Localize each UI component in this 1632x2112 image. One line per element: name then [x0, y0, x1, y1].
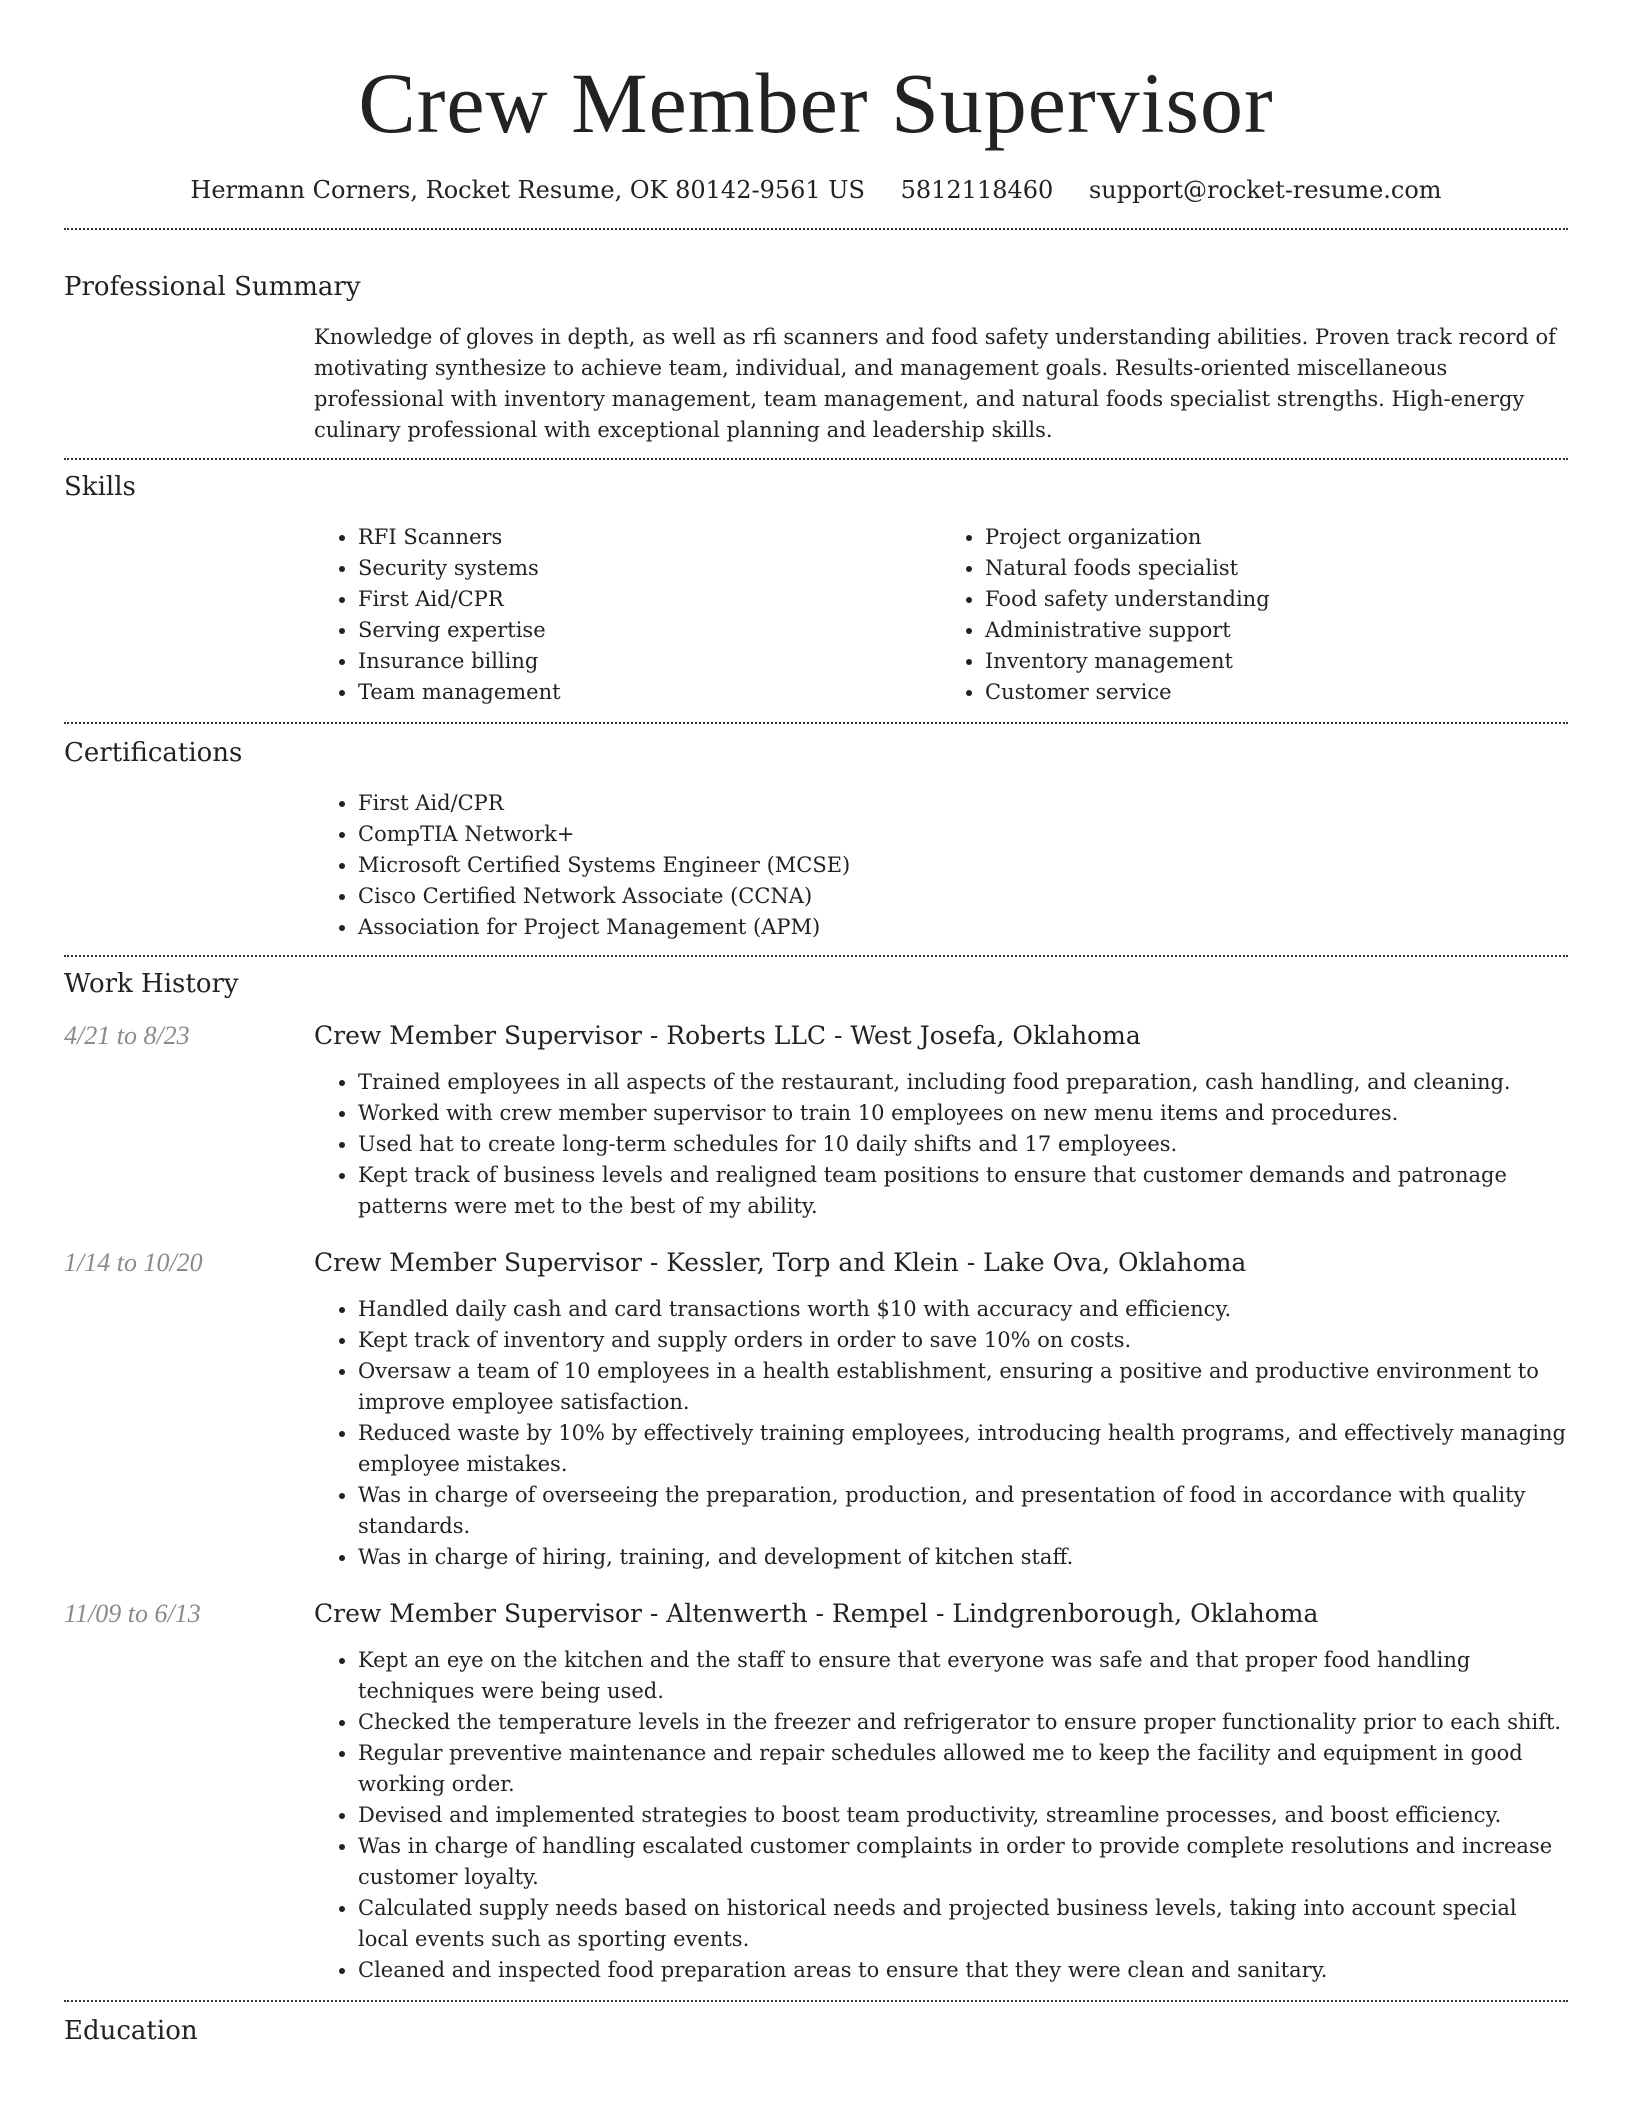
job-bullet: • Cleaned and inspected food preparation areas to ensure that they were clean and sanitary.	[358, 1955, 1568, 1986]
job-bullet: • Kept track of inventory and supply orders in order to save 10% on costs.	[358, 1325, 1568, 1356]
job-bullet: • Was in charge of handling escalated customer complaints in order to provide complete resolutions and increase customer loyalty.	[358, 1831, 1568, 1893]
skill-item: • RFI Scanners	[358, 522, 941, 553]
job-title: Crew Member Supervisor - Altenwerth - Rempel - Lindgrenborough, Oklahoma	[314, 1599, 1319, 1628]
job-header	[0, 1019, 1632, 1053]
certification-item: • CompTIA Network+	[358, 819, 1568, 850]
skill-item: • Natural foods specialist	[985, 553, 1568, 584]
section-divider	[64, 722, 1568, 724]
job-bullet: • Handled daily cash and card transactions worth $10 with accuracy and efficiency.	[358, 1294, 1568, 1325]
job-title: Crew Member Supervisor - Roberts LLC - West Josefa, Oklahoma	[314, 1021, 1141, 1050]
job-bullet: • Was in charge of hiring, training, and development of kitchen staff.	[358, 1542, 1568, 1573]
job-responsibilities	[314, 1645, 1568, 1986]
section-divider	[64, 2000, 1568, 2002]
job-bullet: • Devised and implemented strategies to boost team productivity, streamline processes, and boost efficiency.	[358, 1800, 1568, 1831]
section-title-certifications: Certifications	[64, 738, 243, 768]
job-bullet: • Worked with crew member supervisor to train 10 employees on new menu items and procedures.	[358, 1098, 1568, 1129]
section-title-education: Education	[64, 2016, 198, 2046]
skills-column-left	[314, 522, 941, 708]
skill-item: • Customer service	[985, 677, 1568, 708]
skills-column-right	[941, 522, 1568, 708]
certification-item: • Microsoft Certified Systems Engineer (MCSE)	[358, 850, 1568, 881]
skill-item: • First Aid/CPR	[358, 584, 941, 615]
job-bullet: • Checked the temperature levels in the freezer and refrigerator to ensure proper functionality prior to each shift.	[358, 1707, 1568, 1738]
section-divider	[64, 228, 1568, 230]
certification-item: • Association for Project Management (APM)	[358, 912, 1568, 943]
contact-phone: 5812118460	[900, 176, 1054, 204]
job-entry	[0, 1019, 1632, 1222]
skill-item: • Project organization	[985, 522, 1568, 553]
job-responsibilities	[314, 1067, 1568, 1222]
skill-item: • Serving expertise	[358, 615, 941, 646]
job-entry	[0, 1246, 1632, 1573]
skill-item: • Team management	[358, 677, 941, 708]
job-bullet: • Was in charge of overseeing the preparation, production, and presentation of food in accordance with quality standards.	[358, 1480, 1568, 1542]
candidate-name: Crew Member Supervisor	[358, 55, 1274, 151]
job-header	[0, 1246, 1632, 1280]
job-bullet: • Regular preventive maintenance and repair schedules allowed me to keep the facility and equipment in good working order.	[358, 1738, 1568, 1800]
skill-item: • Food safety understanding	[985, 584, 1568, 615]
job-bullet: • Trained employees in all aspects of the restaurant, including food preparation, cash handling, and cleaning.	[358, 1067, 1568, 1098]
section-title-skills: Skills	[64, 472, 136, 502]
job-bullet-list	[314, 1067, 1568, 1222]
summary-text: Knowledge of gloves in depth, as well as rfi scanners and food safety understanding abilities. Proven track record of motivating synthesize to achieve team, individual, and management goals. Results-oriented miscellaneous professional with inventory management, team management, and natural foods specialist strengths. High-energy culinary professional with exceptional planning and leadership skills.	[314, 325, 1556, 442]
section-divider	[64, 458, 1568, 460]
skill-item: • Insurance billing	[358, 646, 941, 677]
job-dates: 4/21 to 8/23	[64, 1021, 190, 1050]
skills-list	[314, 522, 1568, 708]
job-bullet: • Reduced waste by 10% by effectively training employees, introducing health programs, and effectively managing employee mistakes.	[358, 1418, 1568, 1480]
job-title: Crew Member Supervisor - Kessler, Torp and Klein - Lake Ova, Oklahoma	[314, 1248, 1247, 1277]
job-bullet: • Used hat to create long-term schedules for 10 daily shifts and 17 employees.	[358, 1129, 1568, 1160]
job-bullet: • Oversaw a team of 10 employees in a health establishment, ensuring a positive and productive environment to improve employee satisfaction.	[358, 1356, 1568, 1418]
section-title-summary: Professional Summary	[64, 272, 361, 302]
contact-address: Hermann Corners, Rocket Resume, OK 80142-9561 US	[190, 176, 865, 204]
skill-item: • Administrative support	[985, 615, 1568, 646]
work-history-list	[0, 1019, 1632, 1986]
job-bullet: • Kept track of business levels and realigned team positions to ensure that customer demands and patronage patterns were met to the best of my ability.	[358, 1160, 1568, 1222]
skill-item: • Security systems	[358, 553, 941, 584]
job-bullet-list	[314, 1645, 1568, 1986]
section-title-work-history: Work History	[64, 969, 239, 999]
section-divider	[64, 955, 1568, 957]
certification-item: • First Aid/CPR	[358, 788, 1568, 819]
job-entry	[0, 1597, 1632, 1986]
job-header	[0, 1597, 1632, 1631]
contact-line	[0, 174, 1632, 206]
skill-item: • Inventory management	[985, 646, 1568, 677]
contact-email: support@rocket-resume.com	[1088, 176, 1442, 204]
job-dates: 1/14 to 10/20	[64, 1248, 203, 1277]
job-responsibilities	[314, 1294, 1568, 1573]
job-bullet: • Calculated supply needs based on historical needs and projected business levels, taking into account special local events such as sporting events.	[358, 1893, 1568, 1955]
resume-header	[0, 0, 1632, 206]
certification-item: • Cisco Certified Network Associate (CCNA)	[358, 881, 1568, 912]
certifications-items	[314, 788, 1568, 943]
job-bullet: • Kept an eye on the kitchen and the staff to ensure that everyone was safe and that proper food handling techniques were being used.	[358, 1645, 1568, 1707]
job-bullet-list	[314, 1294, 1568, 1573]
job-dates: 11/09 to 6/13	[64, 1599, 201, 1628]
certifications-list	[314, 788, 1568, 943]
